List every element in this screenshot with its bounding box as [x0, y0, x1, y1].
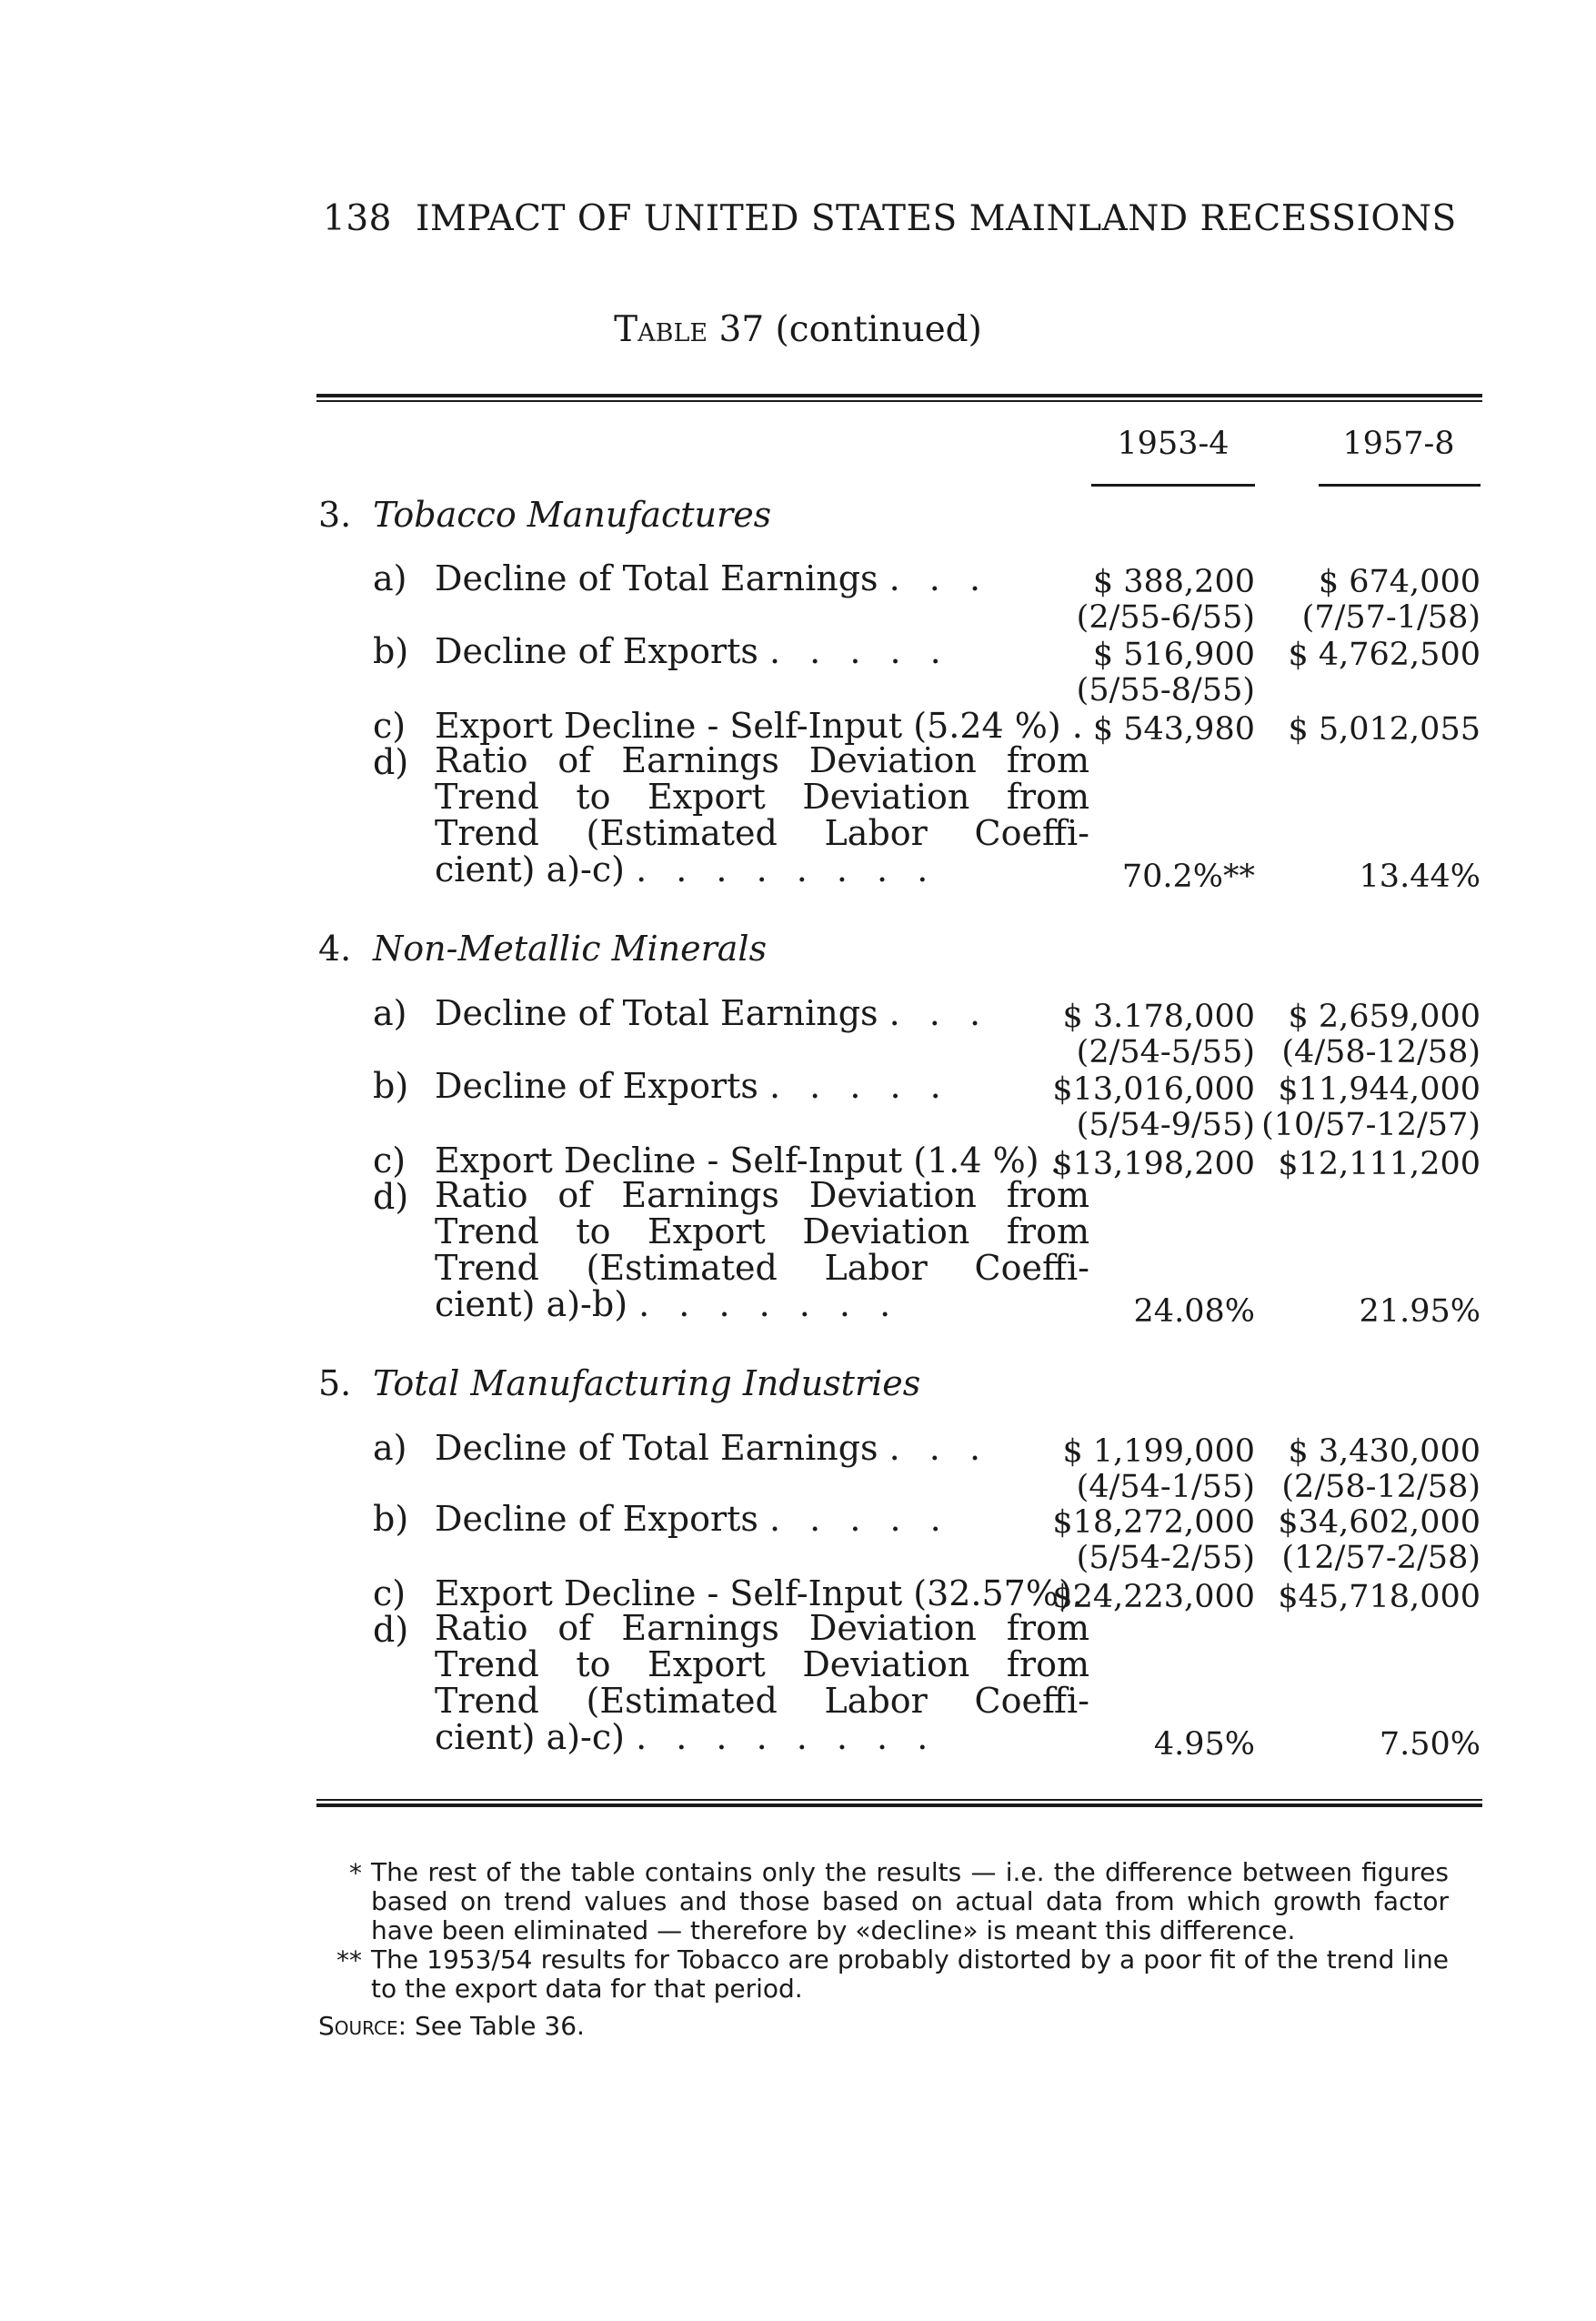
- section-heading: [318, 495, 771, 535]
- value-1957: $12,111,200: [1278, 1146, 1481, 1182]
- table-title-rest: 37 (continued): [718, 309, 982, 350]
- leader-dots: . . . . .: [769, 1499, 950, 1539]
- period-1957: (4/58-12/58): [1281, 1034, 1481, 1070]
- table-bottom-rule-thin: [316, 1799, 1482, 1801]
- row-label: Decline of Exports: [435, 631, 758, 671]
- period-1957: (12/57-2/58): [1281, 1540, 1481, 1576]
- footnote-text: The 1953/54 results for Tobacco are probably distorted by a poor fit of the trend line to the export data for that period.: [371, 1944, 1449, 2004]
- period-1953: (2/54-5/55): [1076, 1034, 1255, 1070]
- row-label-line: Trend (Estimated Labor Coeffi-: [435, 1248, 1089, 1288]
- row-label-line: cient) a)-c) . . . . . . . .: [435, 1717, 938, 1757]
- value-1953: $24,223,000: [1052, 1579, 1255, 1615]
- value-1953: 24.08%: [1133, 1293, 1255, 1330]
- section-number: 4.: [318, 929, 352, 969]
- table-title: [0, 309, 1596, 350]
- value-1953: 70.2%**: [1121, 859, 1255, 895]
- value-1953: 4.95%: [1153, 1726, 1255, 1763]
- value-1957: 7.50%: [1379, 1726, 1481, 1763]
- row-letter: c): [373, 1573, 407, 1613]
- table-row-label: [373, 558, 989, 598]
- row-letter: b): [373, 631, 409, 671]
- value-1953: $13,198,200: [1052, 1146, 1255, 1182]
- value-1957: $ 3,430,000: [1288, 1433, 1481, 1470]
- row-label: Decline of Total Earnings: [435, 558, 878, 598]
- section-title: Tobacco Manufactures: [373, 495, 772, 535]
- leader-dots: . . .: [888, 1428, 990, 1468]
- section-title: Total Manufacturing Industries: [373, 1363, 921, 1403]
- value-1953: $ 543,980: [1092, 711, 1255, 748]
- row-label: Export Decline - Self-Input (5.24 %) .: [435, 706, 1083, 746]
- row-label: Decline of Exports: [435, 1499, 758, 1539]
- row-label-line: Ratio of Earnings Deviation from: [435, 1608, 1089, 1648]
- value-1957: $ 5,012,055: [1288, 711, 1481, 748]
- table-row-label: [373, 742, 1089, 888]
- period-1953: (5/55-8/55): [1076, 672, 1255, 708]
- table-bottom-rule: [316, 1804, 1482, 1807]
- period-1953: (5/54-2/55): [1076, 1540, 1255, 1576]
- row-letter: b): [373, 1499, 409, 1539]
- source-label: Source: [318, 2011, 398, 2041]
- period-1957: (7/57-1/58): [1301, 599, 1481, 636]
- row-label: Export Decline - Self-Input (1.4 %) .: [435, 1140, 1061, 1181]
- period-1957: (2/58-12/58): [1281, 1469, 1481, 1505]
- footnote-text: The rest of the table contains only the results — i.e. the difference between figures based on trend values and those based on actual data from which growth factor have been eliminated — therefore by «decline» is meant this difference.: [371, 1857, 1449, 1945]
- running-header: [323, 198, 1457, 239]
- row-label-line: Trend to Export Deviation from: [435, 777, 1089, 817]
- row-letter: c): [373, 1140, 407, 1181]
- column-header-1957: 1957-8: [1342, 426, 1455, 462]
- running-title: IMPACT OF UNITED STATES MAINLAND RECESSIONS: [415, 198, 1457, 239]
- row-label: Decline of Total Earnings: [435, 1428, 878, 1468]
- row-letter: d): [373, 1610, 409, 1650]
- section-heading: [318, 1363, 920, 1403]
- row-label-line: cient) a)-c) . . . . . . . .: [435, 849, 938, 889]
- row-label: Decline of Exports: [435, 1066, 758, 1106]
- section-title: Non-Metallic Minerals: [373, 929, 768, 969]
- column-underline-1953: [1091, 484, 1255, 487]
- source-note: [318, 2011, 585, 2041]
- value-1953: $ 516,900: [1092, 637, 1255, 673]
- leader-dots: . . . . .: [769, 1066, 950, 1106]
- row-label-line: Trend (Estimated Labor Coeffi-: [435, 1681, 1089, 1721]
- table-row-label: [373, 1177, 1089, 1322]
- footnote: [318, 1858, 1449, 1945]
- leader-dots: . . . . .: [769, 631, 950, 671]
- table-top-rule: [316, 394, 1482, 397]
- row-letter: c): [373, 706, 407, 746]
- value-1957: $45,718,000: [1278, 1579, 1481, 1615]
- leader-dots: . . .: [888, 558, 990, 598]
- period-1953: (4/54-1/55): [1076, 1469, 1255, 1505]
- period-1953: (5/54-9/55): [1076, 1107, 1255, 1143]
- table-row-label: [373, 1610, 1089, 1755]
- table-top-rule-thin: [316, 400, 1482, 402]
- row-label: Decline of Total Earnings: [435, 993, 878, 1033]
- source-text: : See Table 36.: [397, 2011, 585, 2041]
- value-1953: $ 1,199,000: [1062, 1433, 1255, 1470]
- table-row-label: [373, 1499, 950, 1539]
- value-1953: $18,272,000: [1052, 1504, 1255, 1541]
- row-letter: b): [373, 1066, 409, 1106]
- table-title-prefix: Table: [614, 309, 708, 350]
- period-1957: (10/57-12/57): [1261, 1107, 1481, 1143]
- footnote: [318, 1945, 1449, 2004]
- value-1957: 21.95%: [1359, 1293, 1481, 1330]
- section-heading: [318, 929, 767, 969]
- row-label-line: Ratio of Earnings Deviation from: [435, 1175, 1089, 1215]
- row-label-line: cient) a)-b) . . . . . . .: [435, 1284, 900, 1324]
- row-label-line: Ratio of Earnings Deviation from: [435, 740, 1089, 780]
- value-1957: $11,944,000: [1278, 1071, 1481, 1108]
- section-number: 5.: [318, 1363, 352, 1403]
- column-header-1953: 1953-4: [1117, 426, 1230, 462]
- period-1953: (2/55-6/55): [1076, 599, 1255, 636]
- section-number: 3.: [318, 495, 352, 535]
- table-row-label: [373, 1428, 989, 1468]
- row-label-line: Trend (Estimated Labor Coeffi-: [435, 813, 1089, 853]
- page-number: 138: [323, 198, 392, 239]
- value-1953: $ 3.178,000: [1062, 999, 1255, 1035]
- value-1953: $ 388,200: [1092, 564, 1255, 600]
- table-row-label: [373, 993, 989, 1033]
- table-row-label: [373, 631, 950, 671]
- row-letter: a): [373, 558, 407, 598]
- value-1957: $34,602,000: [1278, 1504, 1481, 1541]
- column-underline-1957: [1319, 484, 1481, 487]
- footnote-mark: *: [349, 1858, 362, 1888]
- row-letter: d): [373, 742, 409, 782]
- value-1957: $ 4,762,500: [1288, 637, 1481, 673]
- row-letter: a): [373, 993, 407, 1033]
- row-label-line: Trend to Export Deviation from: [435, 1644, 1089, 1684]
- leader-dots: . . .: [888, 993, 990, 1033]
- value-1957: 13.44%: [1359, 859, 1481, 895]
- value-1957: $ 2,659,000: [1288, 999, 1481, 1035]
- row-label-line: Trend to Export Deviation from: [435, 1211, 1089, 1251]
- row-label: Export Decline - Self-Input (32.57%).: [435, 1573, 1083, 1613]
- value-1953: $13,016,000: [1052, 1071, 1255, 1108]
- footnote-mark: **: [336, 1945, 362, 1975]
- row-letter: d): [373, 1177, 409, 1217]
- value-1957: $ 674,000: [1318, 564, 1481, 600]
- table-row-label: [373, 1066, 950, 1106]
- row-letter: a): [373, 1428, 407, 1468]
